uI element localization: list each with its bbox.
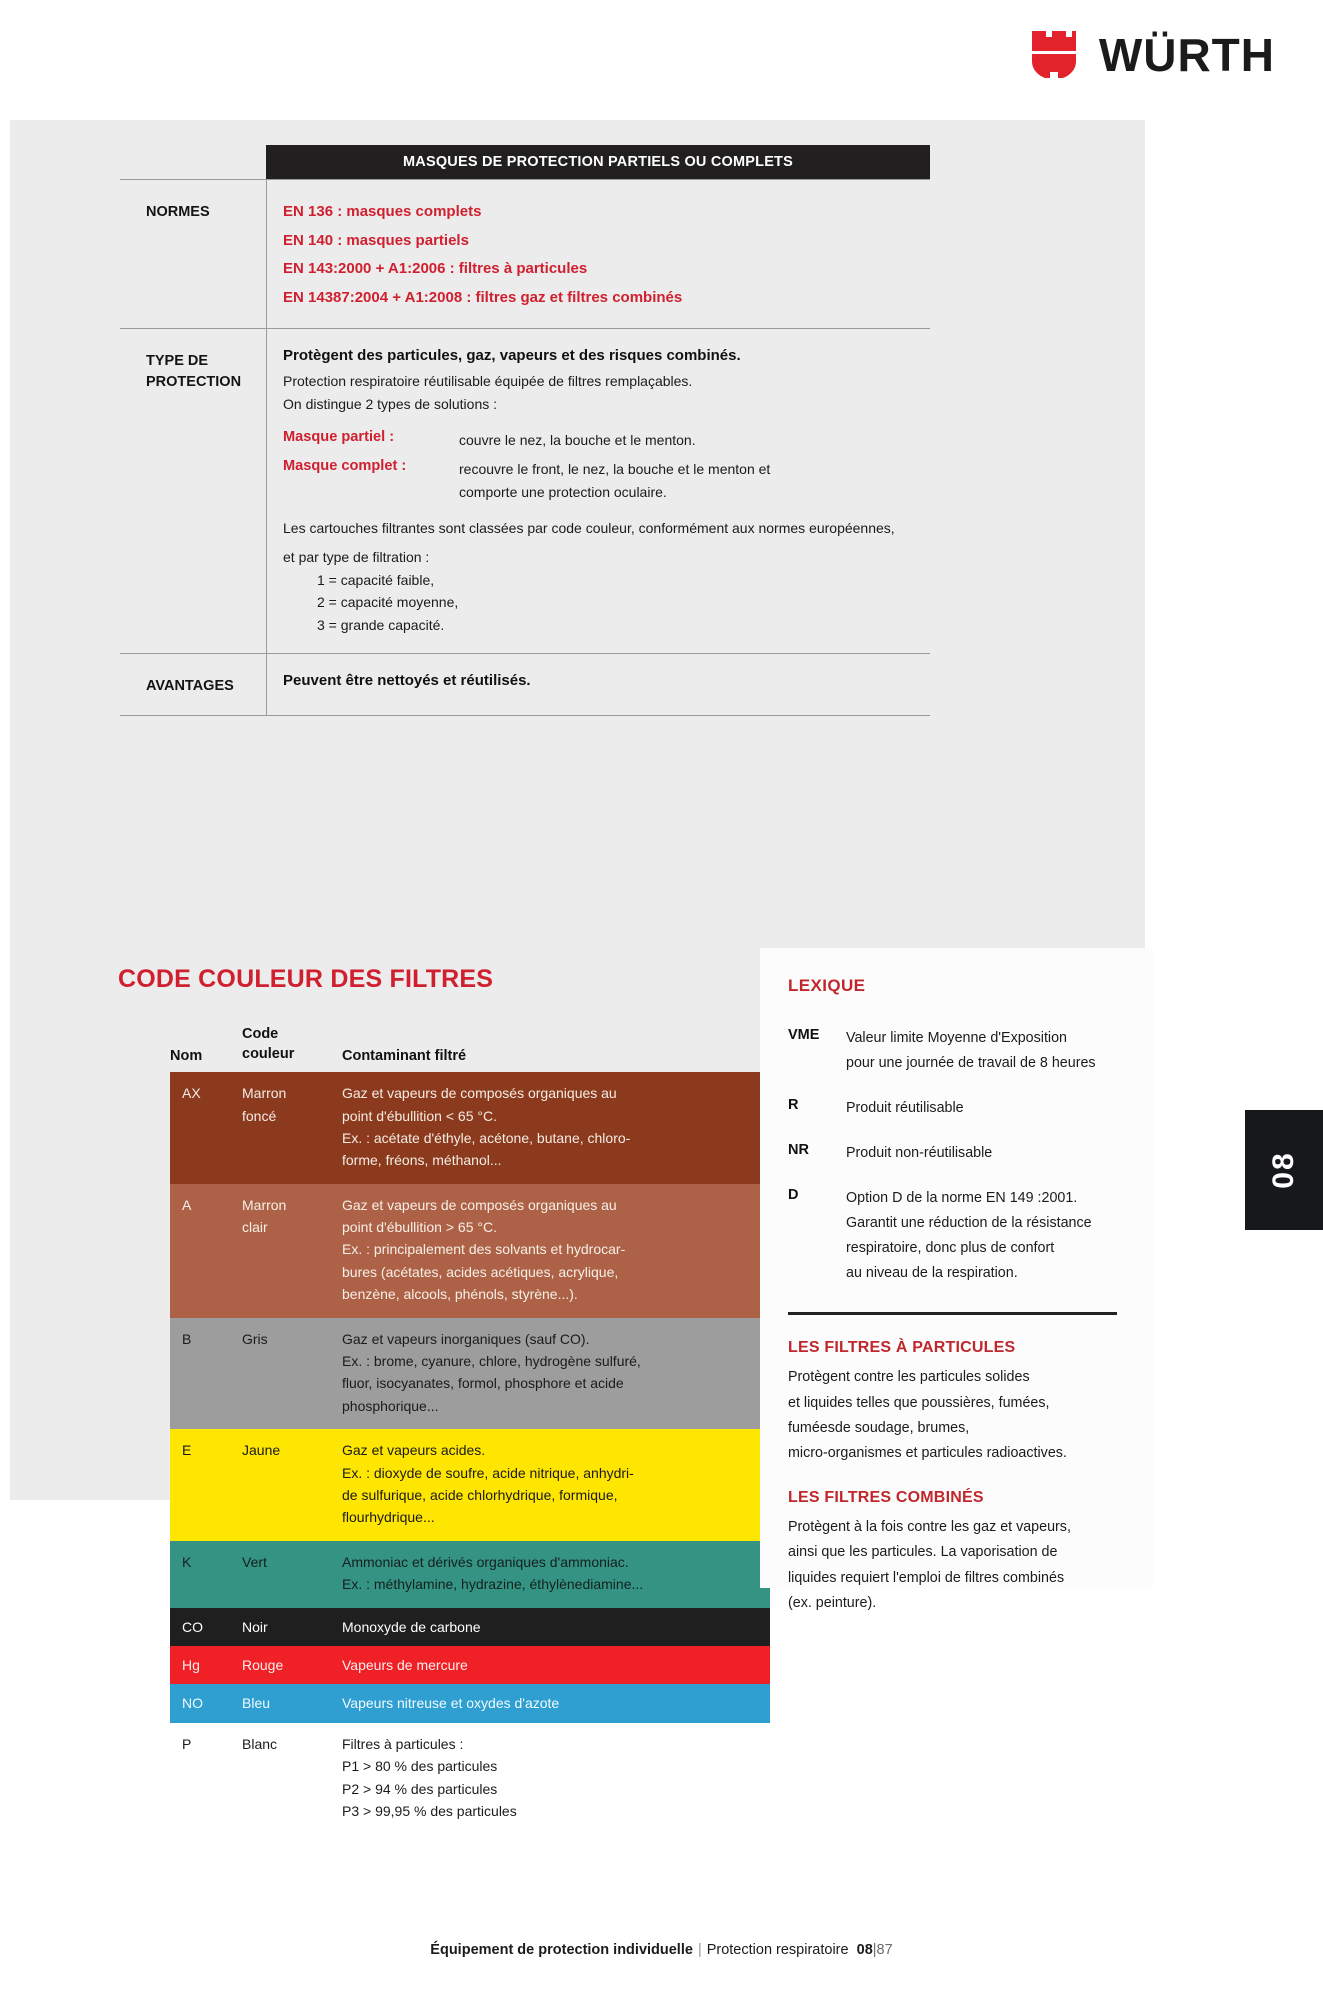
cell-nom: P xyxy=(182,1735,192,1752)
spec-table-banner: MASQUES DE PROTECTION PARTIELS OU COMPLETS xyxy=(266,145,930,179)
column-header-code-line2: couleur xyxy=(242,1045,295,1062)
page-tab-number: 08 xyxy=(1267,1151,1300,1189)
code-line1: Rouge xyxy=(242,1656,284,1673)
contaminant-line: fluor, isocyanates, formol, phosphore et acide xyxy=(342,1375,624,1392)
lexique-section-line: et liquides telles que poussières, fumées, xyxy=(788,1394,1050,1411)
divider xyxy=(788,1312,1117,1315)
lexique-section-line: Protègent contre les particules solides xyxy=(788,1369,1030,1386)
cell-code-couleur xyxy=(242,1439,342,1529)
cartouches-line-2: et par type de filtration : xyxy=(283,549,430,566)
cell-nom: NO xyxy=(182,1695,203,1712)
contaminant-line: Gaz et vapeurs inorganiques (sauf CO). xyxy=(342,1330,590,1347)
cell-nom: CO xyxy=(182,1618,203,1635)
cell-code-couleur xyxy=(242,1733,342,1823)
lexique-value-line: pour une journée de travail de 8 heures xyxy=(846,1055,1096,1072)
table-row xyxy=(170,1646,770,1684)
contaminant-line: Ex. : dioxyde de soufre, acide nitrique, anhydri- xyxy=(342,1464,634,1481)
page-header xyxy=(0,0,1323,120)
list-item: 3 = grande capacité. xyxy=(317,617,445,634)
table-row xyxy=(170,1318,770,1430)
lexique-entry-key: VME xyxy=(788,1027,820,1043)
page-number-tab xyxy=(1245,1110,1323,1230)
contaminant-line: Ex. : brome, cyanure, chlore, hydrogène sulfuré, xyxy=(342,1353,641,1370)
norm-line: EN 14387:2004 + A1:2008 : filtres gaz et filtres combinés xyxy=(283,288,683,306)
contaminant-line: bures (acétates, acides acétiques, acrylique, xyxy=(342,1263,619,1280)
mask-type-list xyxy=(283,429,916,503)
table-row xyxy=(170,1723,770,1835)
contaminant-line: Filtres à particules : xyxy=(342,1735,464,1752)
contaminant-line: Gaz et vapeurs de composés organiques au xyxy=(342,1196,617,1213)
filter-color-code-table xyxy=(170,1025,770,1834)
list-item: 1 = capacité faible, xyxy=(317,571,435,588)
lexique-section-line: micro-organismes et particules radioactives. xyxy=(788,1445,1067,1462)
contaminant-line: benzène, alcools, phénols, styrène...). xyxy=(342,1286,578,1303)
lexique-entry-value xyxy=(846,1186,1123,1286)
lexique-value-line: Produit réutilisable xyxy=(846,1100,964,1117)
contaminant-line: phosphorique... xyxy=(342,1397,439,1414)
lexique-box xyxy=(760,948,1153,1612)
contaminant-line: Gaz et vapeurs acides. xyxy=(342,1442,486,1459)
page-footer xyxy=(0,1942,1323,1958)
contaminant-line: Gaz et vapeurs de composés organiques au xyxy=(342,1085,617,1102)
lexique-value-line: Valeur limite Moyenne d'Exposition xyxy=(846,1030,1068,1046)
column-header-code-couleur xyxy=(242,1025,342,1064)
footer-page-separator: | xyxy=(872,1942,877,1958)
code-line2: foncé xyxy=(242,1107,277,1124)
lexique-section-text xyxy=(788,1515,1123,1617)
protection-line-1: Protection respiratoire réutilisable équipée de filtres remplaçables. xyxy=(283,373,693,389)
cell-contaminant xyxy=(342,1733,758,1823)
contaminant-line: point d'ébullition < 65 °C. xyxy=(342,1107,497,1124)
contaminant-line: point d'ébullition > 65 °C. xyxy=(342,1219,497,1236)
cell-contaminant xyxy=(342,1194,758,1306)
code-line1: Noir xyxy=(242,1618,268,1635)
cell-nom: Hg xyxy=(182,1656,200,1673)
lexique-value-line: Produit non-réutilisable xyxy=(846,1145,993,1162)
lexique-section-heading: LES FILTRES À PARTICULES xyxy=(788,1339,1016,1357)
lexique-entry-value xyxy=(846,1096,1123,1121)
list-item xyxy=(283,458,916,503)
table-row xyxy=(120,179,930,328)
capacity-list xyxy=(317,569,916,637)
lexique-entry-list xyxy=(788,1026,1123,1286)
table-header-row xyxy=(170,1025,770,1072)
contaminant-line: Vapeurs nitreuse et oxydes d'azote xyxy=(342,1695,560,1712)
norm-line: EN 143:2000 + A1:2006 : filtres à particules xyxy=(283,260,588,277)
cell-code-couleur xyxy=(242,1692,342,1714)
lexique-value-line: Garantit une réduction de la résistance xyxy=(846,1215,1092,1232)
table-row xyxy=(170,1684,770,1722)
code-line1: Marron xyxy=(242,1196,287,1213)
cell-contaminant xyxy=(342,1692,758,1714)
lexique-section-line: (ex. peinture). xyxy=(788,1595,877,1612)
lexique-entry xyxy=(788,1186,1123,1286)
lexique-entry-value xyxy=(846,1026,1123,1076)
lexique-entry xyxy=(788,1026,1123,1076)
mask-complet-desc-line1: recouvre le front, le nez, la bouche et le menton et xyxy=(459,461,771,478)
table-row xyxy=(170,1184,770,1318)
row-label-normes: NORMES xyxy=(146,204,210,220)
lexique-entry xyxy=(788,1141,1123,1166)
avantages-text: Peuvent être nettoyés et réutilisés. xyxy=(283,671,531,689)
type-protection-cell xyxy=(266,329,930,653)
code-line1: Jaune xyxy=(242,1442,281,1459)
code-line2: clair xyxy=(242,1219,268,1236)
column-header-contaminant: Contaminant filtré xyxy=(342,1048,467,1065)
footer-subtitle: Protection respiratoire xyxy=(706,1942,849,1958)
lexique-entry-key: NR xyxy=(788,1142,809,1159)
table-row xyxy=(120,328,930,653)
cell-contaminant xyxy=(342,1082,758,1172)
row-label-line1: TYPE DE xyxy=(146,353,209,369)
cell-contaminant xyxy=(342,1439,758,1529)
list-item xyxy=(283,429,916,452)
page-title: CODE COULEUR DES FILTRES xyxy=(118,965,494,993)
wurth-wordmark: WÜRTH xyxy=(1098,29,1275,81)
cell-contaminant xyxy=(342,1654,758,1676)
mask-complet-desc xyxy=(459,458,770,503)
lexique-entry-key: D xyxy=(788,1187,799,1204)
lexique-value-line: au niveau de la respiration. xyxy=(846,1265,1018,1282)
cell-code-couleur xyxy=(242,1328,342,1418)
cell-contaminant xyxy=(342,1328,758,1418)
lexique-section-line: liquides requiert l'emploi de filtres combinés xyxy=(788,1569,1065,1586)
lexique-section-line: Protègent à la fois contre les gaz et vapeurs, xyxy=(788,1518,1071,1535)
wurth-shield-icon xyxy=(1031,30,1077,80)
mask-partiel-desc: couvre le nez, la bouche et le menton. xyxy=(459,432,696,449)
cell-code-couleur xyxy=(242,1654,342,1676)
column-header-nom: Nom xyxy=(170,1048,203,1065)
contaminant-line: Ex. : principalement des solvants et hydrocar- xyxy=(342,1241,626,1258)
code-line1: Bleu xyxy=(242,1695,271,1712)
cell-nom: B xyxy=(182,1330,192,1347)
cell-code-couleur xyxy=(242,1616,342,1638)
table-body xyxy=(170,1072,770,1834)
row-label-line2: PROTECTION xyxy=(146,374,242,391)
specification-table xyxy=(120,145,930,716)
row-label-type-protection xyxy=(120,329,266,653)
table-row xyxy=(170,1541,770,1608)
footer-separator: | xyxy=(697,1942,702,1958)
contaminant-line: Ex. : acétate d'éthyle, acétone, butane, chloro- xyxy=(342,1129,631,1146)
table-row xyxy=(170,1429,770,1541)
contaminant-line: de sulfurique, acide chlorhydrique, formique, xyxy=(342,1486,618,1503)
lexique-section-list xyxy=(788,1339,1123,1617)
lexique-section-line: ainsi que les particules. La vaporisation de xyxy=(788,1544,1058,1561)
contaminant-line: flourhydrique... xyxy=(342,1509,435,1526)
mask-partiel-label: Masque partiel : xyxy=(283,429,395,446)
cell-code-couleur xyxy=(242,1194,342,1306)
norm-line: EN 136 : masques complets xyxy=(283,203,482,220)
lexique-section-heading: LES FILTRES COMBINÉS xyxy=(788,1488,984,1506)
list-item: 2 = capacité moyenne, xyxy=(317,594,459,611)
cell-nom: A xyxy=(182,1196,192,1213)
cell-contaminant xyxy=(342,1616,758,1638)
protection-line-2: On distingue 2 types de solutions : xyxy=(283,395,498,412)
code-line1: Gris xyxy=(242,1330,268,1347)
lexique-value-line: respiratoire, donc plus de confort xyxy=(846,1240,1055,1257)
lexique-value-line: Option D de la norme EN 149 :2001. xyxy=(846,1190,1078,1207)
footer-page-number: 08 xyxy=(856,1942,873,1958)
table-row xyxy=(170,1608,770,1646)
mask-complet-desc-line2: comporte une protection oculaire. xyxy=(459,483,667,500)
cell-contaminant xyxy=(342,1551,758,1596)
protection-heading: Protègent des particules, gaz, vapeurs et des risques combinés. xyxy=(283,347,741,364)
contaminant-line: P2 > 94 % des particules xyxy=(342,1780,498,1797)
avantages-cell xyxy=(266,654,930,715)
contaminant-line: Monoxyde de carbone xyxy=(342,1618,481,1635)
column-header-code-line1: Code xyxy=(242,1026,279,1042)
content-panel xyxy=(10,120,1145,1819)
cartouches-line-1: Les cartouches filtrantes sont classées par code couleur, conformément aux normes européennes, xyxy=(283,520,895,537)
contaminant-line: Vapeurs de mercure xyxy=(342,1656,468,1673)
contaminant-line: P3 > 99,95 % des particules xyxy=(342,1802,517,1819)
cell-code-couleur xyxy=(242,1082,342,1172)
table-row xyxy=(170,1072,770,1184)
mask-complet-label: Masque complet : xyxy=(283,458,407,475)
lexique-title: LEXIQUE xyxy=(788,976,866,995)
code-line1: Marron xyxy=(242,1085,287,1102)
row-label-avantages: AVANTAGES xyxy=(146,677,234,694)
normes-cell xyxy=(266,180,930,328)
contaminant-line: forme, fréons, méthanol... xyxy=(342,1152,502,1169)
footer-title: Équipement de protection individuelle xyxy=(430,1942,693,1958)
table-row xyxy=(120,653,930,716)
cell-code-couleur xyxy=(242,1551,342,1596)
cell-nom: AX xyxy=(182,1085,201,1102)
contaminant-line: Ammoniac et dérivés organiques d'ammoniac. xyxy=(342,1553,629,1570)
lexique-entry-value xyxy=(846,1141,1123,1166)
lexique-section-line: fuméesde soudage, brumes, xyxy=(788,1420,970,1436)
contaminant-line: P1 > 80 % des particules xyxy=(342,1758,498,1775)
contaminant-line: Ex. : méthylamine, hydrazine, éthylènediamine... xyxy=(342,1576,644,1593)
code-line1: Vert xyxy=(242,1553,267,1570)
cell-nom: E xyxy=(182,1442,192,1459)
cell-nom: K xyxy=(182,1553,192,1570)
wurth-logo xyxy=(1031,30,1275,80)
lexique-section-text xyxy=(788,1365,1123,1467)
footer-page-total: 87 xyxy=(876,1942,893,1958)
lexique-entry xyxy=(788,1096,1123,1121)
lexique-entry-key: R xyxy=(788,1097,799,1114)
code-line1: Blanc xyxy=(242,1735,278,1752)
norm-line: EN 140 : masques partiels xyxy=(283,231,469,249)
